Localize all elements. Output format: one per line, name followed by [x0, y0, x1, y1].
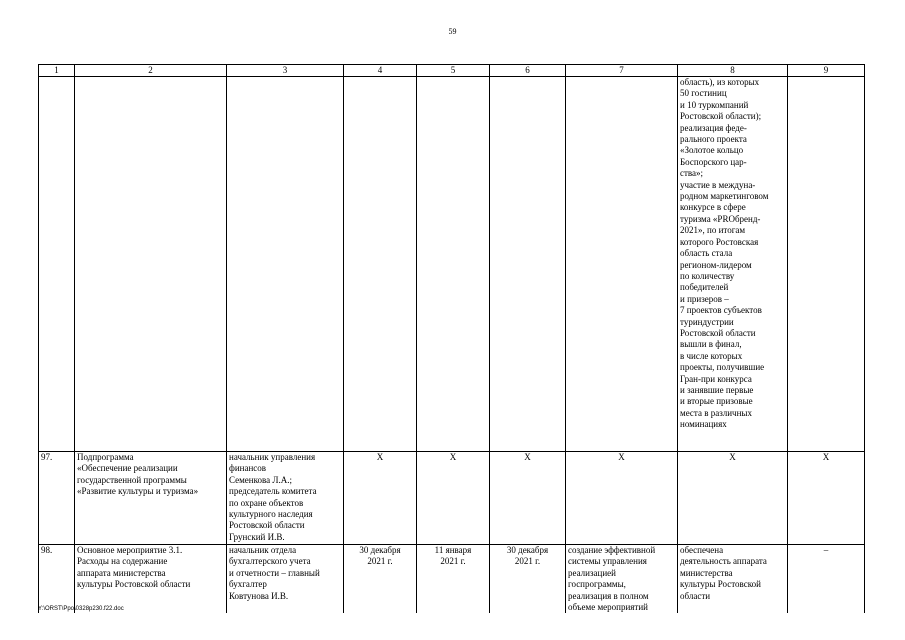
- cell-col9: X: [788, 452, 865, 545]
- cell-empty: [75, 77, 227, 452]
- header-cell: 2: [75, 65, 227, 77]
- table-row-continued: [39, 77, 865, 452]
- header-cell: 8: [678, 65, 788, 77]
- cell-number: 97.: [39, 452, 75, 545]
- cell-col6: 30 декабря 2021 г.: [490, 545, 566, 614]
- header-row: [39, 65, 865, 77]
- cell-col9: –: [788, 545, 865, 614]
- cell-empty: [490, 77, 566, 452]
- cell-responsible: начальник управления финансов Семенкова Л.А.; председатель комитета по охране объектов культурного наследия Ростовской области Грунский И.В.: [227, 452, 344, 545]
- cell-number: 98.: [39, 545, 75, 614]
- header-cell: 1: [39, 65, 75, 77]
- cell-col5: X: [417, 452, 490, 545]
- file-path-footer: Y:\ORST\Ppo\0328p230.f22.doc: [38, 606, 124, 612]
- header-cell: 4: [344, 65, 417, 77]
- cell-empty: [566, 77, 678, 452]
- cell-empty: [344, 77, 417, 452]
- header-cell: 3: [227, 65, 344, 77]
- cell-name: Основное мероприятие 3.1. Расходы на содержание аппарата министерства культуры Ростовской области: [75, 545, 227, 614]
- cell-result-continued: область), из которых 50 гостиниц и 10 туркомпаний Ростовской области); реализация феде- рального проекта «Золотое кольцо Боспорского цар- ства»; участие в междуна- родном маркетинговом конкурсе в сфере туризма «PROбренд- 2021», по итогам которого Ростовская область стала регионом-лидером по количеству победителей и призеров – 7 проектов субъектов туриндустрии Ростовской области вышли в финал, в числе которых проекты, получившие Гран-при конкурса и занявшие первые и вторые призовые места в различных номинациях: [678, 77, 788, 452]
- cell-empty: [227, 77, 344, 452]
- header-cell: 6: [490, 65, 566, 77]
- cell-empty: [39, 77, 75, 452]
- cell-col4: X: [344, 452, 417, 545]
- page-number: 59: [448, 27, 457, 36]
- report-table: [38, 64, 865, 613]
- cell-col6: X: [490, 452, 566, 545]
- cell-name: Подпрограмма «Обеспечение реализации государственной программы «Развитие культуры и туризма»: [75, 452, 227, 545]
- cell-col4: 30 декабря 2021 г.: [344, 545, 417, 614]
- cell-col7: создание эффективной системы управления реализацией госпрограммы, реализация в полном объеме мероприятий: [566, 545, 678, 614]
- cell-empty: [788, 77, 865, 452]
- header-cell: 9: [788, 65, 865, 77]
- cell-col5: 11 января 2021 г.: [417, 545, 490, 614]
- header-cell: 7: [566, 65, 678, 77]
- cell-responsible: начальник отдела бухгалтерского учета и отчетности – главный бухгалтер Ковтунова И.В.: [227, 545, 344, 614]
- cell-empty: [417, 77, 490, 452]
- table-row: [39, 452, 865, 545]
- cell-col8: X: [678, 452, 788, 545]
- cell-col8: обеспечена деятельность аппарата министерства культуры Ростовской области: [678, 545, 788, 614]
- table-row: [39, 545, 865, 614]
- cell-col7: X: [566, 452, 678, 545]
- header-cell: 5: [417, 65, 490, 77]
